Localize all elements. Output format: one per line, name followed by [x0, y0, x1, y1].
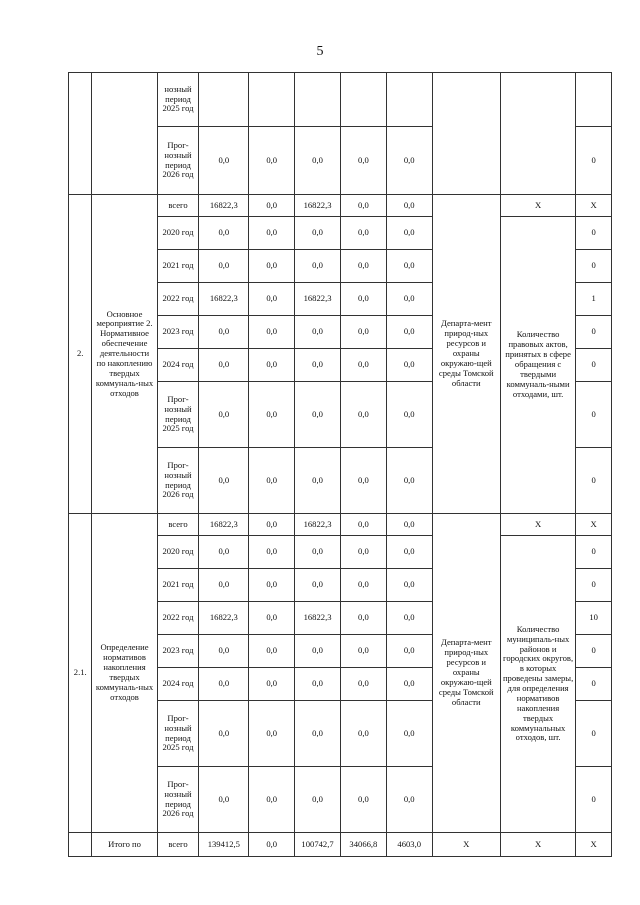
cell-period: 2024 год: [157, 349, 199, 382]
cell-value: 0,0: [340, 569, 386, 602]
cell-value: 0,0: [295, 349, 341, 382]
cell-value: 0,0: [199, 217, 249, 250]
cell-period: Прог-нозный период 2026 год: [157, 448, 199, 514]
cell-value: 0,0: [199, 250, 249, 283]
cell-value: 0,0: [249, 448, 295, 514]
cell-indicator-x: Х: [500, 514, 575, 536]
cell-value: 0,0: [386, 195, 432, 217]
cell-value: 0,0: [340, 195, 386, 217]
cell-indicator-value: 0: [576, 448, 612, 514]
cell-period: 2021 год: [157, 569, 199, 602]
cell-title: [92, 73, 157, 195]
cell-value: 0,0: [386, 569, 432, 602]
cell-indicator-value-x: Х: [576, 514, 612, 536]
section-title: Основное мероприятие 2. Нормативное обеспечение деятельности по накоплению твердых коммуналь-ных отходов: [92, 195, 157, 514]
cell-indicator-value: 10: [576, 602, 612, 635]
cell-value: 0,0: [340, 602, 386, 635]
cell-value: 0,0: [295, 701, 341, 767]
cell-indicator-value: 0: [576, 382, 612, 448]
table-row: [69, 73, 612, 127]
cell-value: 0,0: [199, 448, 249, 514]
cell-value: 0,0: [199, 536, 249, 569]
cell-period: Прог-нозный период 2025 год: [157, 382, 199, 448]
cell-indicator: Количество правовых актов, принятых в сфере обращения с твердыми коммуналь-ными отходами, шт.: [500, 217, 575, 514]
cell-value: 0,0: [386, 283, 432, 316]
total-label: Итого по: [92, 833, 157, 857]
cell-value: 0,0: [340, 250, 386, 283]
cell-value: 16822,3: [199, 283, 249, 316]
cell-value: 100742,7: [295, 833, 341, 857]
cell-value: 0,0: [199, 767, 249, 833]
cell-value: 139412,5: [199, 833, 249, 857]
table-row: [69, 195, 612, 217]
cell-value: 0,0: [340, 767, 386, 833]
cell-num: [69, 73, 92, 195]
cell-value: 0,0: [249, 514, 295, 536]
cell-value: 0,0: [249, 833, 295, 857]
cell-value: 4603,0: [386, 833, 432, 857]
budget-table: [68, 72, 612, 857]
cell-value: 0,0: [340, 448, 386, 514]
cell-value: 0,0: [249, 217, 295, 250]
cell-value: 0,0: [249, 701, 295, 767]
cell-period: 2023 год: [157, 635, 199, 668]
cell-period: 2022 год: [157, 602, 199, 635]
cell-value: 0,0: [199, 316, 249, 349]
cell-value: 0,0: [295, 316, 341, 349]
cell-value: 0,0: [199, 701, 249, 767]
cell-indicator-value: 1: [576, 283, 612, 316]
cell-value: 0,0: [340, 349, 386, 382]
cell-value: 0,0: [340, 536, 386, 569]
cell-value: 0,0: [249, 668, 295, 701]
cell-indicator-value: 0: [576, 349, 612, 382]
cell-value: 16822,3: [199, 514, 249, 536]
cell-value: 0,0: [386, 602, 432, 635]
cell-value: 0,0: [340, 382, 386, 448]
cell-indicator-x: Х: [500, 195, 575, 217]
cell-value: 0,0: [386, 448, 432, 514]
page-number: 5: [316, 44, 324, 59]
cell-value: 0,0: [295, 448, 341, 514]
cell-value: 0,0: [386, 316, 432, 349]
cell-executor: Департа-мент природ-ных ресурсов и охраны окружаю-щей среды Томской области: [432, 514, 500, 833]
cell-value: 0,0: [249, 349, 295, 382]
cell-period: Прог-нозный период 2025 год: [157, 701, 199, 767]
total-row: [69, 833, 612, 857]
cell-executor: Департа-мент природ-ных ресурсов и охраны окружаю-щей среды Томской области: [432, 195, 500, 514]
cell-value: 0,0: [199, 635, 249, 668]
cell-indicator-value: 0: [576, 701, 612, 767]
cell-period: Прог-нозный период 2026 год: [157, 127, 199, 195]
cell-value: 0,0: [249, 602, 295, 635]
cell-value: 0,0: [386, 701, 432, 767]
cell-value: 0,0: [295, 635, 341, 668]
section-title: Определение нормативов накопления твердых коммуналь-ных отходов: [92, 514, 157, 833]
cell-value: 16822,3: [295, 195, 341, 217]
cell-indicator-value: 0: [576, 127, 612, 195]
cell-value: 0,0: [295, 250, 341, 283]
cell-indicator-value: 0: [576, 536, 612, 569]
cell-indicator-value: 0: [576, 250, 612, 283]
cell-value: 0,0: [249, 536, 295, 569]
cell-value: 0,0: [386, 635, 432, 668]
cell-value: 0,0: [249, 195, 295, 217]
cell-period: 2022 год: [157, 283, 199, 316]
cell-value: 0,0: [386, 514, 432, 536]
cell-value: 16822,3: [295, 514, 341, 536]
cell-period: всего: [157, 514, 199, 536]
cell-indicator-x: Х: [500, 833, 575, 857]
cell-indicator-value: 0: [576, 217, 612, 250]
cell-value: 34066,8: [340, 833, 386, 857]
cell-value: 0,0: [249, 127, 295, 195]
cell-value: 0,0: [340, 127, 386, 195]
cell-value: 0,0: [199, 668, 249, 701]
cell-indicator-value-x: Х: [576, 833, 612, 857]
cell-value: 0,0: [386, 127, 432, 195]
cell-value: 0,0: [386, 349, 432, 382]
cell-value: 0,0: [340, 514, 386, 536]
cell-value: 0,0: [295, 217, 341, 250]
cell-period: 2024 год: [157, 668, 199, 701]
cell-period: 2020 год: [157, 217, 199, 250]
cell-indicator-value: 0: [576, 635, 612, 668]
cell-value: 0,0: [386, 536, 432, 569]
cell-value: 16822,3: [295, 602, 341, 635]
cell-period: 2023 год: [157, 316, 199, 349]
cell-period: всего: [157, 195, 199, 217]
cell-value: 0,0: [340, 635, 386, 668]
cell-value: 0,0: [295, 767, 341, 833]
cell-period: всего: [157, 833, 199, 857]
cell-period: нозный период 2025 год: [157, 73, 199, 127]
cell-indicator-value: 0: [576, 767, 612, 833]
cell-num: [69, 833, 92, 857]
cell-value: 16822,3: [295, 283, 341, 316]
cell-value: 0,0: [295, 536, 341, 569]
cell-value: 0,0: [340, 283, 386, 316]
cell-value: 0,0: [386, 382, 432, 448]
cell-value: 0,0: [386, 668, 432, 701]
cell-value: 0,0: [386, 250, 432, 283]
cell-value: 0,0: [249, 316, 295, 349]
cell-value: 0,0: [340, 701, 386, 767]
cell-indicator-value: 0: [576, 668, 612, 701]
cell-value: 0,0: [199, 127, 249, 195]
cell-indicator: Количество муниципаль-ных районов и городских округов, в которых проведены замеры, для определения нормативов накопления твердых коммунальных отходов, шт.: [500, 536, 575, 833]
cell-value: 0,0: [249, 635, 295, 668]
cell-indicator-value: 0: [576, 316, 612, 349]
cell-value: 0,0: [199, 569, 249, 602]
section-number: 2.1.: [69, 514, 92, 833]
cell-value: 0,0: [340, 217, 386, 250]
table-row: [69, 514, 612, 536]
cell-value: 0,0: [249, 382, 295, 448]
cell-value: 0,0: [340, 668, 386, 701]
cell-value: 0,0: [199, 382, 249, 448]
cell-value: 0,0: [249, 767, 295, 833]
cell-value: 0,0: [295, 569, 341, 602]
cell-value: 0,0: [249, 283, 295, 316]
cell-value: 16822,3: [199, 195, 249, 217]
cell-value: 0,0: [340, 316, 386, 349]
cell-period: Прог-нозный период 2026 год: [157, 767, 199, 833]
cell-value: 0,0: [249, 569, 295, 602]
cell-value: 0,0: [386, 767, 432, 833]
cell-value: 0,0: [295, 668, 341, 701]
cell-indicator-value-x: Х: [576, 195, 612, 217]
cell-period: 2020 год: [157, 536, 199, 569]
cell-value: 16822,3: [199, 602, 249, 635]
cell-value: 0,0: [386, 217, 432, 250]
cell-indicator-value: 0: [576, 569, 612, 602]
cell-period: 2021 год: [157, 250, 199, 283]
cell-value: 0,0: [295, 382, 341, 448]
section-number: 2.: [69, 195, 92, 514]
cell-value: 0,0: [249, 250, 295, 283]
cell-value: 0,0: [295, 127, 341, 195]
cell-executor-x: Х: [432, 833, 500, 857]
cell-value: 0,0: [199, 349, 249, 382]
